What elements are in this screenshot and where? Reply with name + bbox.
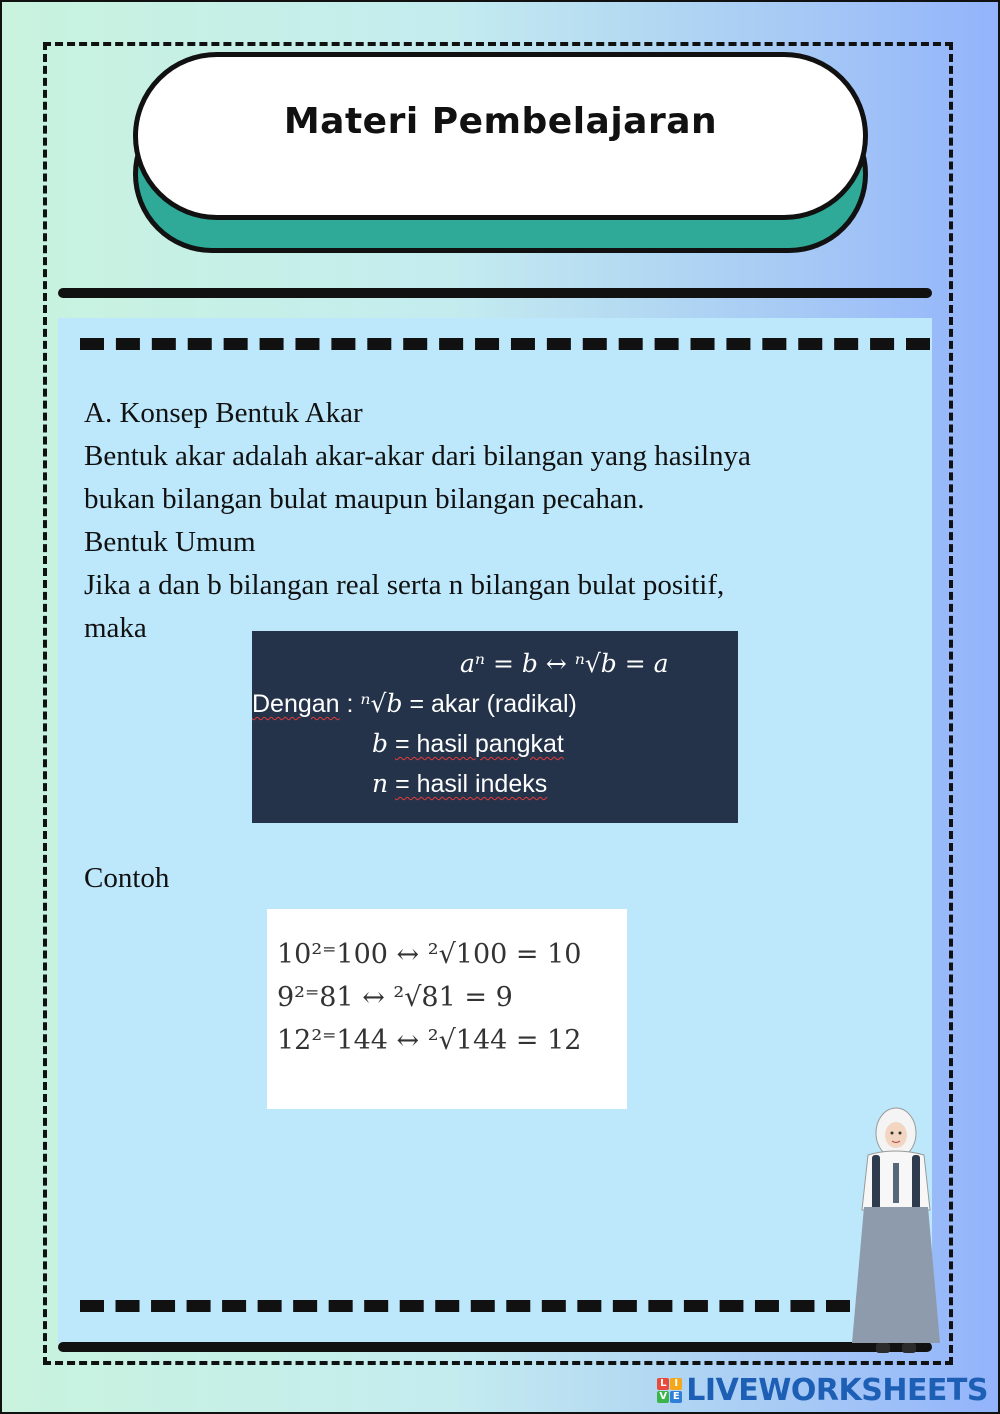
definition-line-1: Bentuk akar adalah akar-akar dari bilangan yang hasilnya xyxy=(84,440,751,472)
formula-definition-2 xyxy=(372,729,564,759)
condition-line-1: Jika a dan b bilangan real serta n bilangan bulat positif, xyxy=(84,569,725,601)
example-1: 10²⁼100 ↔ ²√100 = 10 xyxy=(277,939,582,970)
examples-box xyxy=(267,909,627,1109)
bottom-divider xyxy=(58,1342,932,1352)
logo-letter-l: L xyxy=(657,1378,669,1390)
example-3: 12²⁼144 ↔ ²√144 = 12 xyxy=(277,1025,582,1056)
footer-brand xyxy=(657,1373,988,1408)
definition-line-2: bukan bilangan bulat maupun bilangan pecahan. xyxy=(84,483,645,515)
colon: : xyxy=(339,690,361,718)
top-dash-row xyxy=(80,338,930,350)
formula-box xyxy=(252,631,738,823)
main-formula: aⁿ = b ↔ ⁿ√b = a xyxy=(460,649,669,678)
b-symbol: b xyxy=(372,729,389,758)
student-illustration xyxy=(846,1105,946,1360)
general-form-heading: Bentuk Umum xyxy=(84,526,256,558)
top-divider xyxy=(58,288,932,298)
examples-label: Contoh xyxy=(84,862,170,894)
condition-line-2: maka xyxy=(84,612,147,644)
liveworksheets-logo-icon xyxy=(657,1378,682,1403)
page-title: Materi Pembelajaran xyxy=(283,100,718,142)
radical-description: = akar (radikal) xyxy=(409,690,577,718)
index-description: = hasil indeks xyxy=(395,770,548,798)
n-symbol: n xyxy=(372,769,389,798)
logo-letter-i: I xyxy=(670,1378,682,1390)
dengan-label: Dengan xyxy=(252,690,340,718)
logo-letter-e: E xyxy=(670,1391,682,1403)
logo-letter-v: V xyxy=(657,1391,669,1403)
title-banner xyxy=(133,52,868,220)
power-result-description: = hasil pangkat xyxy=(394,730,564,758)
example-2: 9²⁼81 ↔ ²√81 = 9 xyxy=(277,982,513,1013)
section-heading: A. Konsep Bentuk Akar xyxy=(84,397,363,429)
content-text xyxy=(84,392,884,650)
formula-definition-1 xyxy=(252,689,577,719)
formula-definition-3 xyxy=(372,769,547,799)
bottom-dash-row xyxy=(80,1300,850,1312)
radical-symbol: ⁿ√b xyxy=(360,689,403,718)
brand-name: LIVEWORKSHEETS xyxy=(686,1373,988,1408)
